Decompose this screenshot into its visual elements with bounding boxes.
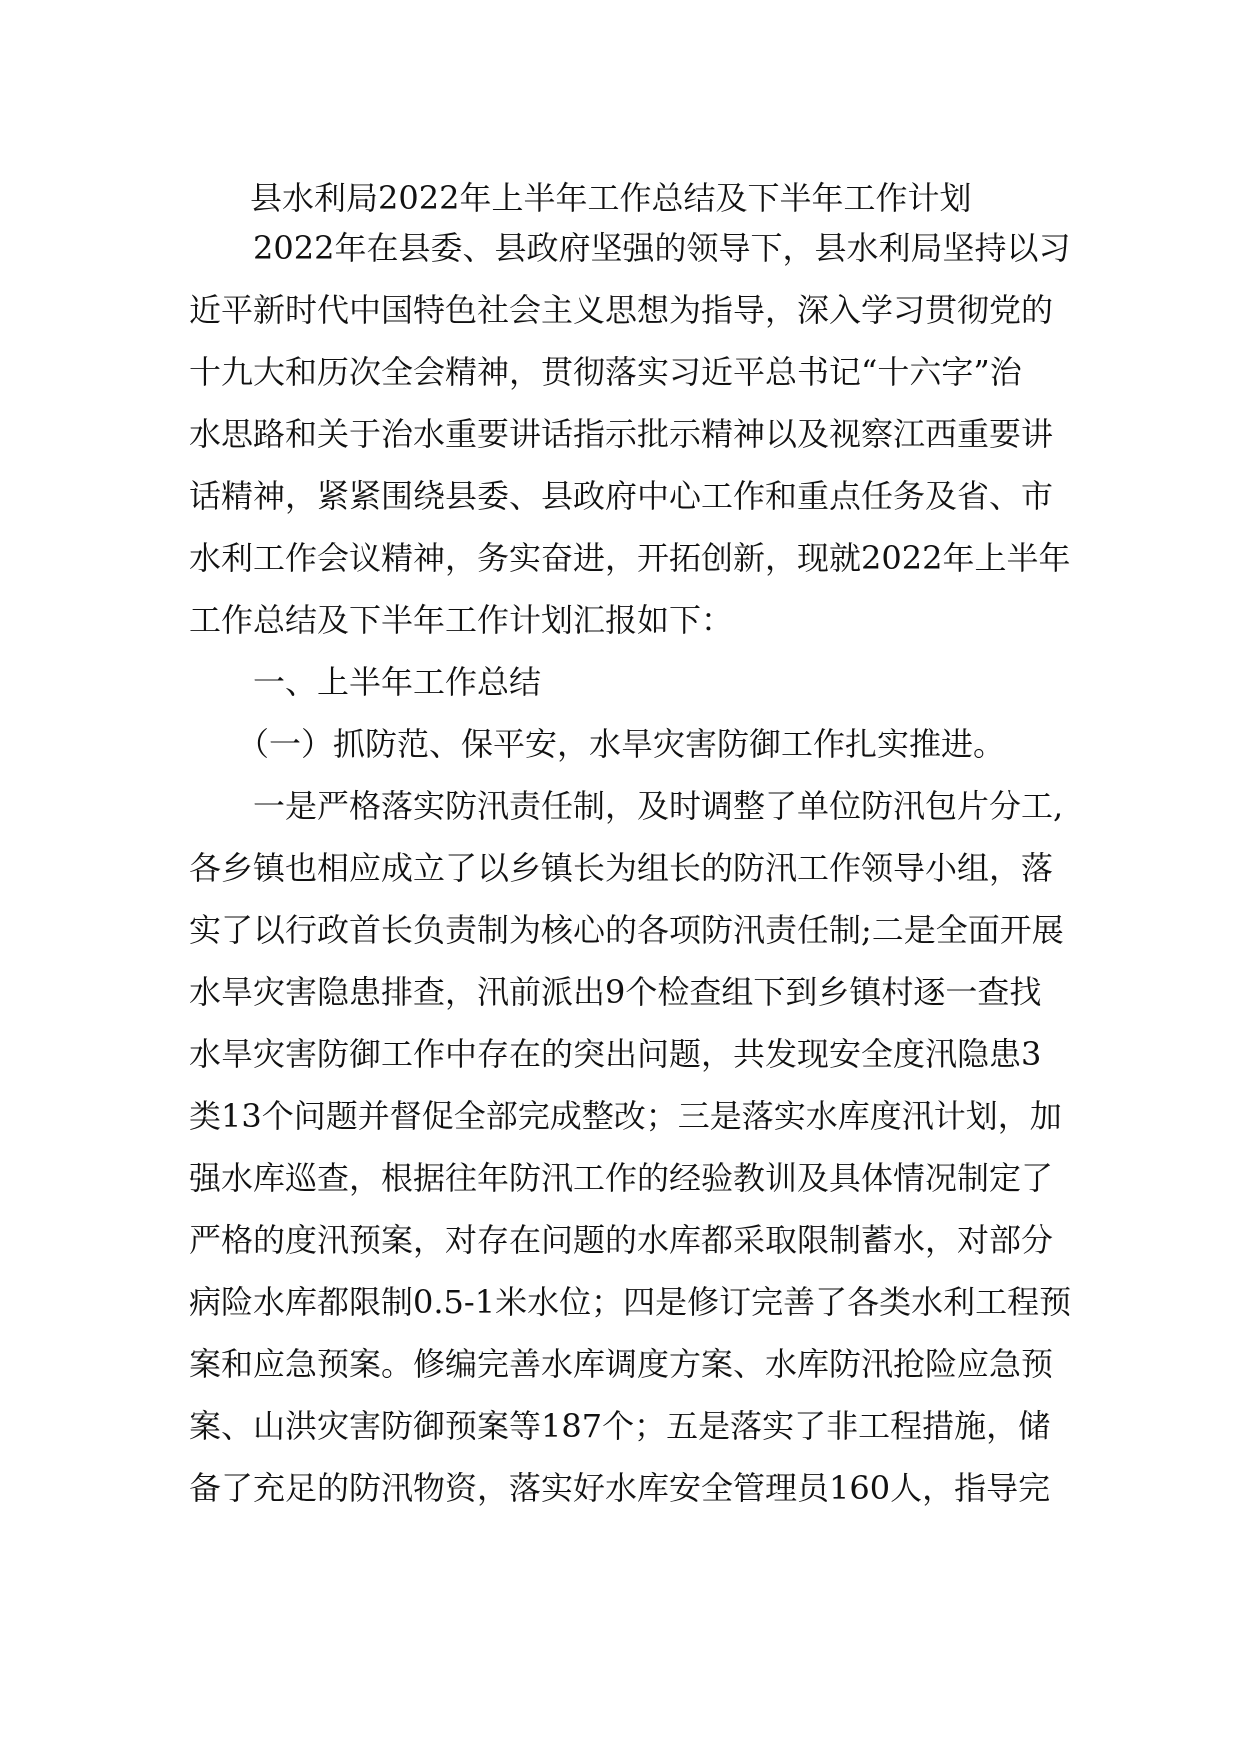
body-line: 话精神，紧紧围绕县委、县政府中心工作和重点任务及省、市 xyxy=(189,477,1054,515)
body-line: 实了以行政首长负责制为核心的各项防汛责任制;二是全面开展 xyxy=(189,911,1064,949)
body-line: 一是严格落实防汛责任制，及时调整了单位防汛包片分工, xyxy=(189,787,1064,825)
body-line: 病险水库都限制0.5-1米水位；四是修订完善了各类水利工程预 xyxy=(189,1283,1072,1321)
body-line: 强水库巡查，根据往年防汛工作的经验教训及具体情况制定了 xyxy=(189,1159,1054,1197)
body-line: 工作总结及下半年工作计划汇报如下： xyxy=(189,601,734,639)
section-heading: 一、上半年工作总结 xyxy=(189,663,542,701)
subsection-heading: （一）抓防范、保平安，水旱灾害防御工作扎实推进。 xyxy=(189,725,1006,763)
body-line: 近平新时代中国特色社会主义思想为指导，深入学习贯彻党的 xyxy=(189,291,1054,329)
body-line: 水思路和关于治水重要讲话指示批示精神以及视察江西重要讲 xyxy=(189,415,1054,453)
body-line: 水利工作会议精神，务实奋进，开拓创新，现就2022年上半年 xyxy=(189,539,1071,577)
body-line: 类13个问题并督促全部完成整改；三是落实水库度汛计划，加 xyxy=(189,1097,1062,1135)
body-line: 各乡镇也相应成立了以乡镇长为组长的防汛工作领导小组，落 xyxy=(189,849,1054,887)
body-line: 水旱灾害防御工作中存在的突出问题，共发现安全度汛隐患3 xyxy=(189,1035,1042,1073)
body-line: 严格的度汛预案，对存在问题的水库都采取限制蓄水，对部分 xyxy=(189,1221,1054,1259)
body-line: 水旱灾害隐患排查，汛前派出9个检查组下到乡镇村逐一查找 xyxy=(189,973,1042,1011)
body-line: 2022年在县委、县政府坚强的领导下，县水利局坚持以习 xyxy=(189,229,1071,267)
document-body xyxy=(189,217,1072,1519)
body-line: 十九大和历次全会精神，贯彻落实习近平总书记“十六字”治 xyxy=(189,353,1022,391)
body-line: 案和应急预案。修编完善水库调度方案、水库防汛抢险应急预 xyxy=(189,1345,1054,1383)
body-line: 案、山洪灾害防御预案等187个；五是落实了非工程措施，储 xyxy=(189,1407,1051,1445)
document-title: 县水利局2022年上半年工作总结及下半年工作计划 xyxy=(250,179,972,217)
body-line: 备了充足的防汛物资，落实好水库安全管理员160人，指导完 xyxy=(189,1469,1051,1507)
